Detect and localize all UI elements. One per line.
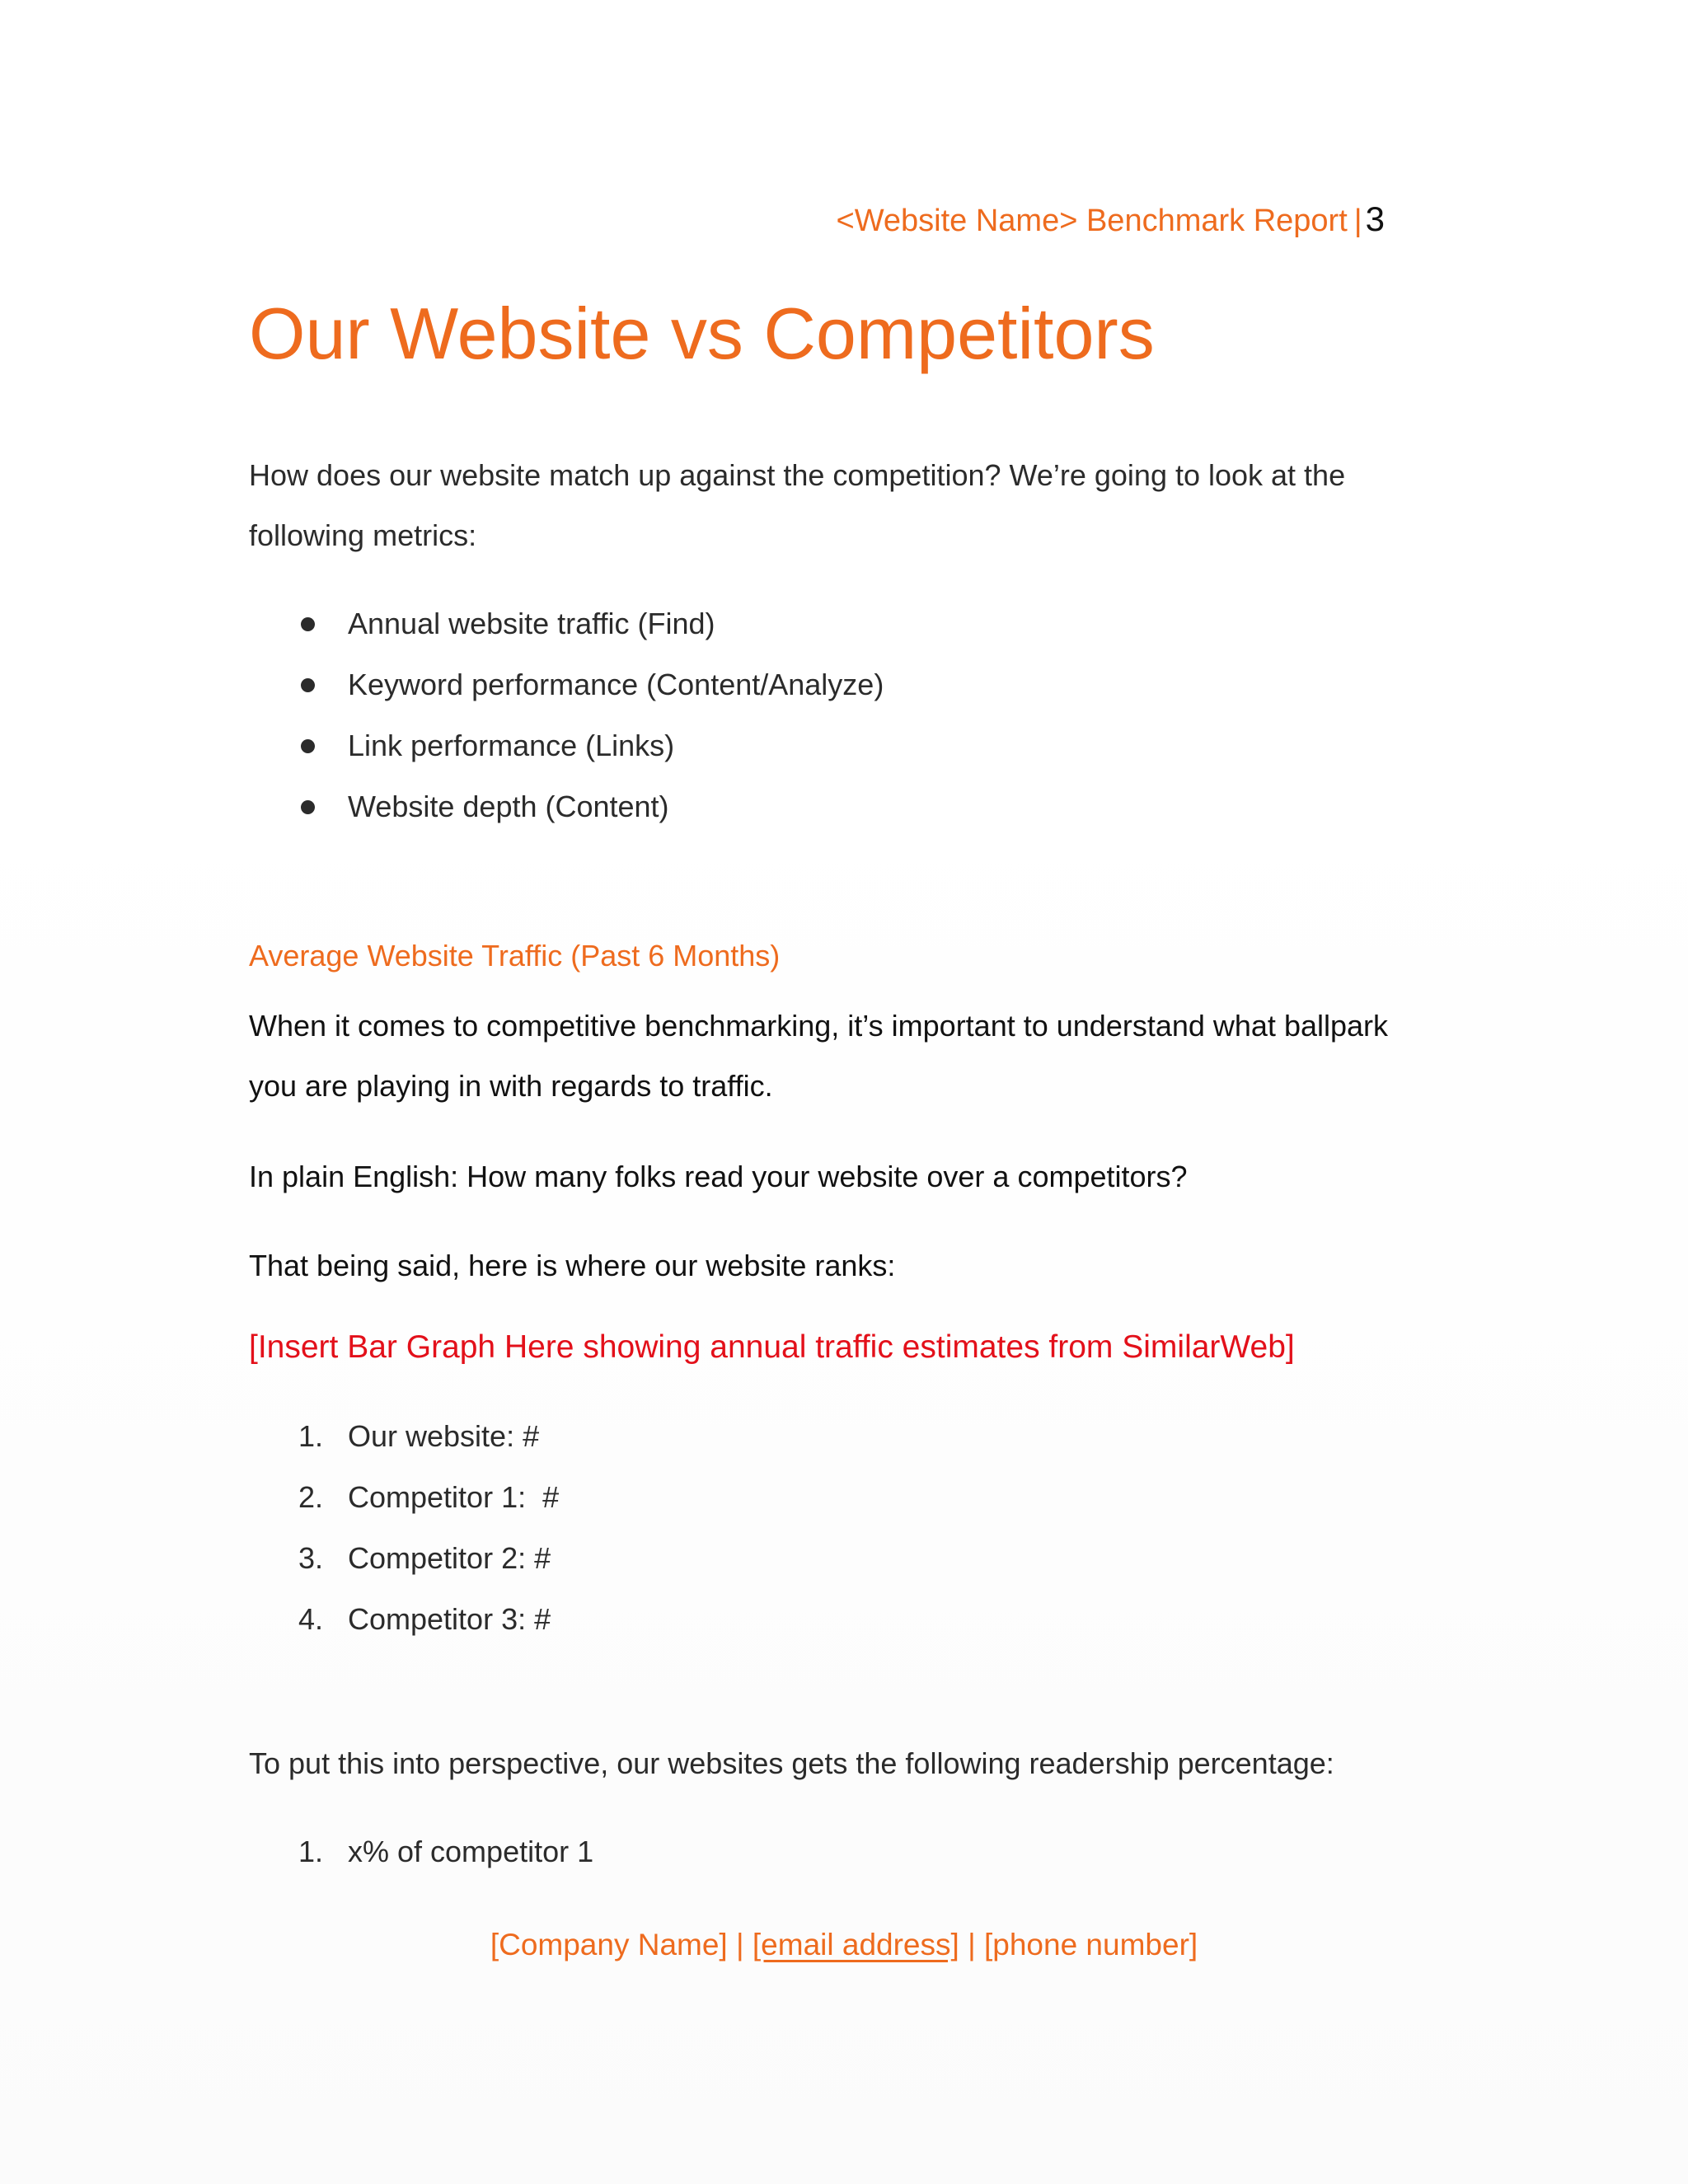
list-number: 1. <box>298 1835 324 1868</box>
page-header <box>837 194 1385 246</box>
bullet-icon <box>301 800 315 814</box>
ranking-text: Our website: # <box>348 1419 540 1453</box>
footer-email-link[interactable]: [email address] <box>752 1928 959 1961</box>
metric-text: Keyword performance (Content/Analyze) <box>348 668 884 701</box>
section-paragraph-2: In plain English: How many folks read your website over a competitors? <box>249 1160 1188 1193</box>
ranking-text: Competitor 1: # <box>348 1480 560 1514</box>
page-footer <box>0 1920 1688 1970</box>
page-title: Our Website vs Competitors <box>249 293 1155 374</box>
rankings-list <box>249 1406 559 1650</box>
footer-separator: | <box>736 1928 744 1961</box>
list-item <box>249 1528 559 1589</box>
list-number: 4. <box>298 1602 324 1636</box>
list-item <box>249 1821 593 1882</box>
list-item <box>249 1589 559 1650</box>
list-item <box>249 1467 559 1528</box>
list-item <box>249 593 884 654</box>
bullet-icon <box>301 678 315 692</box>
list-item <box>249 1406 559 1467</box>
metrics-list <box>249 593 884 837</box>
metric-text: Annual website traffic (Find) <box>348 607 715 640</box>
list-number: 1. <box>298 1419 324 1453</box>
footer-phone: [phone number] <box>983 1928 1198 1961</box>
metric-text: Website depth (Content) <box>348 790 669 823</box>
list-item <box>249 715 884 776</box>
footer-separator: | <box>968 1928 976 1961</box>
section-paragraph-1: When it comes to competitive benchmarking, it’s important to understand what ballpark you are playing in with regards to traffic. <box>249 1009 1389 1103</box>
list-item <box>249 776 884 837</box>
footer-company: [Company Name] <box>490 1928 728 1961</box>
percentage-text: x% of competitor 1 <box>348 1835 594 1868</box>
percentages-list <box>249 1821 593 1882</box>
header-title: <Website Name> Benchmark Report <box>836 204 1348 238</box>
intro-paragraph: How does our website match up against the competition? We’re going to look at the following metrics: <box>249 458 1346 552</box>
page-number: 3 <box>1365 199 1385 238</box>
header-separator: | <box>1353 204 1362 238</box>
bullet-icon <box>301 739 315 753</box>
list-item <box>249 654 884 715</box>
bullet-icon <box>301 617 315 631</box>
section-paragraph-3: That being said, here is where our website ranks: <box>249 1249 896 1282</box>
ranking-text: Competitor 2: # <box>348 1541 551 1575</box>
section-heading: Average Website Traffic (Past 6 Months) <box>249 939 781 972</box>
list-number: 3. <box>298 1541 324 1575</box>
chart-placeholder-note: [Insert Bar Graph Here showing annual traffic estimates from SimilarWeb] <box>249 1329 1295 1365</box>
list-number: 2. <box>298 1480 324 1514</box>
metric-text: Link performance (Links) <box>348 729 675 762</box>
ranking-text: Competitor 3: # <box>348 1602 551 1636</box>
perspective-paragraph: To put this into perspective, our websites gets the following readership percentage: <box>249 1746 1334 1780</box>
